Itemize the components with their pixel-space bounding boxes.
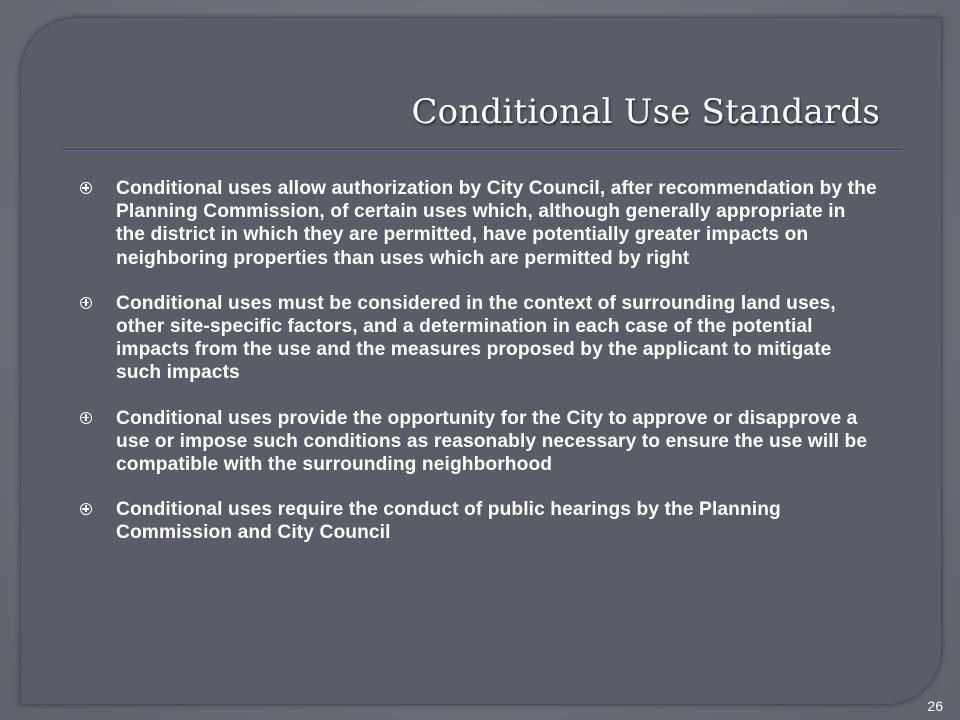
circle-plus-icon [80,182,92,194]
circle-plus-icon [80,297,92,309]
bullet-item [78,498,878,544]
slide-title: Conditional Use Standards [411,92,880,132]
bullet-text: Conditional uses allow authorization by City Council, after recommendation by the Planning Commission, of certain uses which, although generally appropriate in the district in which they are permitted, have potentially greater impacts on neighboring properties than uses which are permitted by right [116,178,877,269]
page-number: 26 [927,698,943,714]
bullet-text: Conditional uses must be considered in the context of surrounding land uses, other site-specific factors, and a determination in each case of the potential impacts from the use and the measures proposed by the applicant to mitigate such impacts [116,292,836,384]
circle-plus-icon [80,412,92,424]
bullet-list [78,177,878,567]
bullet-text: Conditional uses require the conduct of public hearings by the Planning Commission and City Council [116,499,781,544]
bullet-item [78,292,878,385]
bullet-item [78,177,878,270]
title-divider [62,149,902,151]
bullet-text: Conditional uses provide the opportunity for the City to approve or disapprove a use or impose such conditions as reasonably necessary to ensure the use will be compatible with the surrounding neighborhood [116,407,868,476]
bullet-item [78,407,878,477]
circle-plus-icon [80,503,92,515]
